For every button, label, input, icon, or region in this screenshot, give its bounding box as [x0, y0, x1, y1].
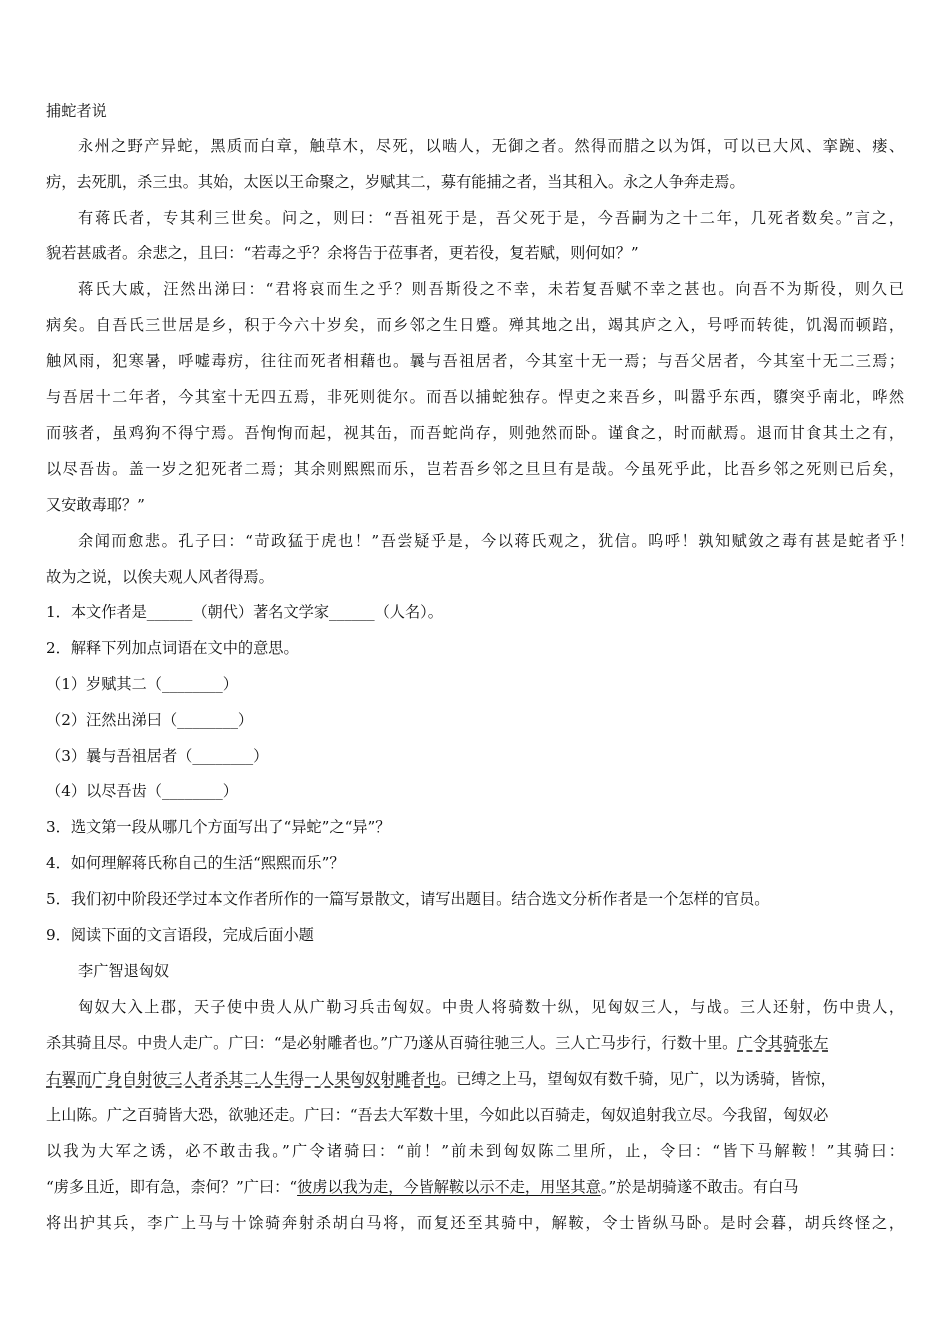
- question-5: 5．我们初中阶段还学过本文作者所作的一篇写景散文，请写出题目。结合选文分析作者是一个怎样的官员。: [46, 890, 770, 908]
- paragraph-line: 病矣。自吾氏三世居是乡，积于今六十岁矣，而乡邻之生日蹙。殚其地之出，竭其庐之入，号呼而转徙，饥渴而顿踣，: [46, 316, 904, 334]
- paragraph-line: 以尽吾齿。盖一岁之犯死者二焉；其余则熙熙而乐，岂若吾乡邻之旦旦有是哉。今虽死乎此，比吾乡邻之死则已后矣，: [46, 460, 904, 478]
- question-4: 4．如何理解蒋氏称自己的生活“熙熙而乐”？: [46, 854, 345, 872]
- question-1: 1．本文作者是______（朝代）著名文学家______（人名）。: [46, 603, 443, 621]
- question-2-item-2: （2）汪然出涕曰（________）: [46, 711, 254, 729]
- paragraph-line: 蒋氏大戚，汪然出涕曰：“君将哀而生之乎？则吾斯役之不幸，未若复吾赋不幸之甚也。向吾不为斯役，则久已: [78, 280, 904, 298]
- paragraph-line: [46, 1033, 829, 1053]
- paragraph-line: 上山陈。广之百骑皆大恐，欲驰还走。广曰：“吾去大军数十里，今如此以百骑走，匈奴追射我立尽。今我留，匈奴必: [46, 1106, 829, 1124]
- question-2-item-3: （3）曩与吾祖居者（________）: [46, 747, 269, 765]
- paragraph-line: 以我为大军之诱，必不敢击我。”广令诸骑曰：“前！”前未到匈奴陈二里所，止，令曰：“皆下马解鞍！”其骑曰：: [46, 1142, 904, 1160]
- paragraph-text: 。”於是胡骑遂不敢击。有白马: [600, 1178, 799, 1196]
- passage-title: 李广智退匈奴: [78, 962, 170, 980]
- paragraph-line: 触风雨，犯寒暑，呼嘘毒疠，往往而死者相藉也。曩与吾祖居者，今其室十无一焉；与吾父居者，今其室十无二三焉；: [46, 352, 904, 370]
- underlined-sentence: 右翼而广身自射彼三人者杀其二人生得一人果匈奴射雕者也: [46, 1070, 441, 1088]
- paragraph-line: 将出护其兵，李广上马与十馀骑奔射杀胡白马将，而复还至其骑中，解鞍，令士皆纵马卧。是时会暮，胡兵终怪之，: [46, 1214, 904, 1232]
- paragraph-line: 有蒋氏者，专其利三世矣。问之，则曰：“吾祖死于是，吾父死于是，今吾嗣为之十二年，几死者数矣。”言之，: [78, 209, 904, 227]
- paragraph-line: 貌若甚戚者。余悲之，且曰：“若毒之乎？余将告于莅事者，更若役，复若赋，则何如？”: [46, 244, 639, 262]
- paragraph-line: 与吾居十二年者，今其室十无四五焉，非死则徙尔。而吾以捕蛇独存。悍吏之来吾乡，叫嚣乎东西，隳突乎南北，哗然: [46, 388, 904, 406]
- question-2-item-1: （1）岁赋其二（________）: [46, 675, 238, 693]
- paragraph-text: 杀其骑且尽。中贵人走广。广曰：“是必射雕者也。”广乃遂从百骑往驰三人。三人亡马步行，行数十里。: [46, 1034, 738, 1052]
- paragraph-line: 又安敢毒耶？”: [46, 496, 145, 514]
- paragraph-line: 余闻而愈悲。孔子曰：“苛政猛于虎也！”吾尝疑乎是，今以蒋氏观之，犹信。呜呼！孰知赋敛之毒有甚是蛇者乎！: [78, 532, 914, 550]
- question-9: 9．阅读下面的文言语段，完成后面小题: [46, 926, 314, 944]
- passage-title: 捕蛇者说: [46, 102, 107, 120]
- question-2-item-4: （4）以尽吾齿（________）: [46, 782, 238, 800]
- question-3: 3．选文第一段从哪几个方面写出了“异蛇”之“异”？: [46, 818, 391, 836]
- underlined-sentence: 广令其骑张左: [737, 1034, 829, 1052]
- paragraph-line: 疠，去死肌，杀三虫。其始，太医以王命聚之，岁赋其二，募有能捕之者，当其租入。永之人争奔走焉。: [46, 173, 745, 191]
- underlined-sentence: 彼虏以我为走，今皆解鞍以示不走，用坚其意: [297, 1178, 601, 1196]
- paragraph-line: 而骇者，虽鸡狗不得宁焉。吾恂恂而起，视其缶，而吾蛇尚存，则弛然而卧。谨食之，时而献焉。退而甘食其土之有，: [46, 424, 904, 442]
- paragraph-text: 。已缚之上马，望匈奴有数千骑，见广，以为诱骑，皆惊，: [440, 1070, 836, 1088]
- paragraph-line: [46, 1177, 798, 1197]
- paragraph-line: 故为之说，以俟夫观人风者得焉。: [46, 568, 274, 586]
- paragraph-line: 匈奴大入上郡，天子使中贵人从广勒习兵击匈奴。中贵人将骑数十纵，见匈奴三人，与战。三人还射，伤中贵人，: [78, 998, 904, 1016]
- paragraph-line: 永州之野产异蛇，黑质而白章，触草木，尽死，以啮人，无御之者。然得而腊之以为饵，可以已大风、挛踠、瘘、: [78, 137, 904, 155]
- paragraph-line: [46, 1069, 836, 1089]
- paragraph-text: “虏多且近，即有急，柰何？”广曰：“: [46, 1178, 298, 1196]
- question-2: 2．解释下列加点词语在文中的意思。: [46, 639, 299, 657]
